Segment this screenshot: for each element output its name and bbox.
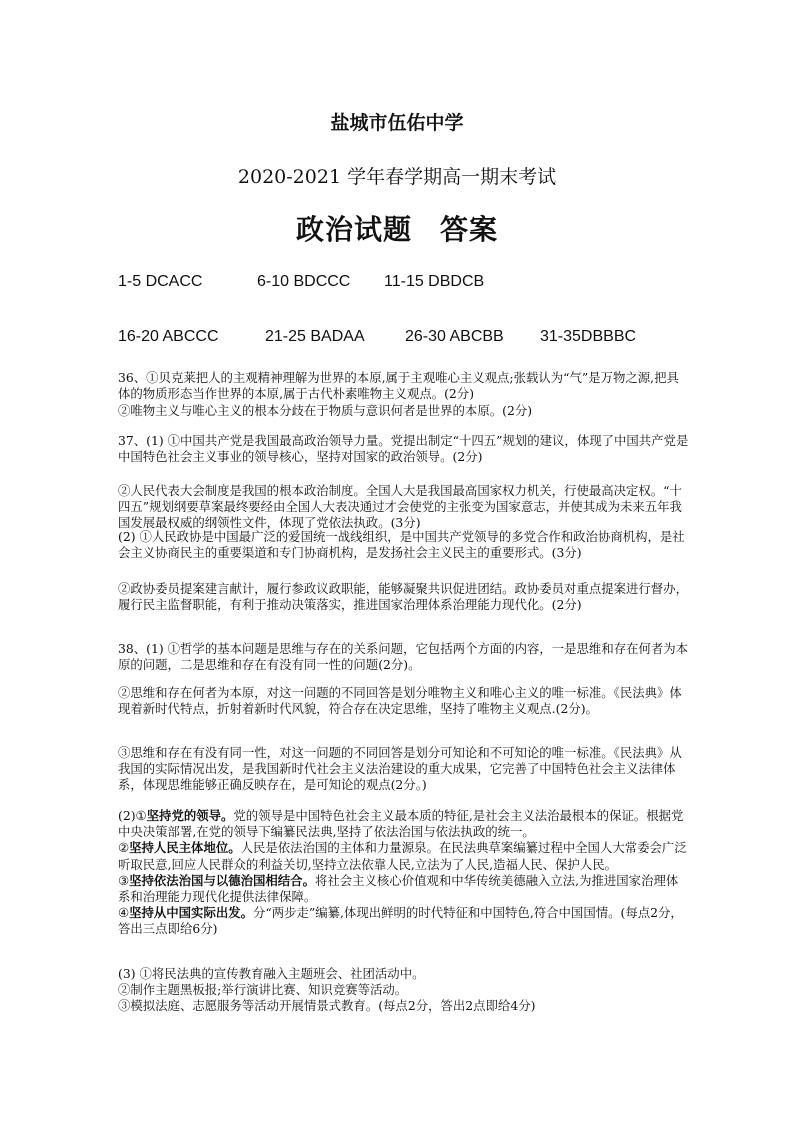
q38-part3-point-1: (3) ①将民法典的宣传教育融入主题班会、社团活动中。 [118, 966, 425, 981]
choice-answer-31-35: 31-35DBBBC [540, 328, 637, 345]
choice-answer-21-25: 21-25 BADAA [265, 328, 365, 345]
school-name: 盐城市伍佑中学 [330, 112, 464, 134]
choice-answer-1-5: 1-5 DCACC [118, 273, 203, 290]
choice-answer-11-15: 11-15 DBDCB [384, 273, 485, 290]
q37-answer-2: ②人民代表大会制度是我国的根本政治制度。全国人大是我国最高国家权力机关，行使最高决定权。“十四五”规划纲要草案最终要经由全国人大表决通过才会使党的主张变为国家意志，并使其成为未来五年我国发展最权威的纲领性文件，体现了党依法执政。(3分) [118, 483, 682, 531]
q36-answer-2: ②唯物主义与唯心主义的根本分歧在于物质与意识何者是世界的本原。(2分) [118, 403, 533, 418]
q38-part3 [118, 966, 690, 1015]
q36-answer-1: 36、①贝克莱把人的主观精神理解为世界的本原,属于主观唯心主义观点;张载认为“气”是万物之源,把具体的物质形态当作世界的本原,属于古代朴素唯物主义观点。(2分) [118, 370, 679, 402]
q38-part2-point-2: ②坚持人民主体地位。人民是依法治国的主体和力量源泉。在民法典草案编纂过程中全国人大常委会广泛听取民意,回应人民群众的利益关切,坚持立法依靠人民,立法为了人民,造福人民、保护人民。 [118, 840, 687, 872]
q38-answer-3: ③思维和存在有没有同一性，对这一问题的不同回答是划分可知论和不可知论的唯一标准。《民法典》从我国的实际情况出发，是我国新时代社会主义法治建设的重大成果，它完善了中国特色社会主义法律体系，体现思维能够正确反映存在，是可知论的观点(2分。) [118, 745, 682, 793]
q37-answer-4: ②政协委员提案建言献计，履行参政议政职能，能够凝聚共识促进团结。政协委员对重点提案进行督办，履行民主监督职能，有利于推动决策落实，推进国家治理体系治理能力现代化。(2分) [118, 581, 688, 613]
choice-answer-6-10: 6-10 BDCCC [257, 273, 351, 290]
choice-answer-16-20: 16-20 ABCCC [118, 328, 219, 345]
choice-answer-26-30: 26-30 ABCBB [405, 328, 504, 345]
q37-answer-3: (2) ①人民政协是中国最广泛的爱国统一战线组织，是中国共产党领导的多党合作和政治协商机构，是社会主义协商民主的重要渠道和专门协商机构，是发扬社会主义民主的重要形式。(3分) [118, 529, 685, 561]
q38-answer-2: ②思维和存在何者为本原，对这一问题的不同回答是划分唯物主义和唯心主义的唯一标准。《民法典》体现着新时代特点，折射着新时代风貌，符合存在决定思维，坚持了唯物主义观点.(2分)。 [118, 685, 682, 717]
q37-answer-1: 37、(1) ①中国共产党是我国最高政治领导力量。党提出制定“十四五”规划的建议，体现了中国共产党是中国特色社会主义事业的领导核心，坚持对国家的政治领导。(2分) [118, 433, 689, 465]
q38-part2-point-4: ④坚持从中国实际出发。分“两步走”编纂,体现出鲜明的时代特征和中国特色,符合中国国情。(每点2分，答出三点即给6分) [118, 905, 683, 937]
title-main: 政治试题 [295, 213, 412, 246]
exam-name: 2020-2021 学年春学期高一期末考试 [237, 166, 557, 188]
q38-part3-point-3: ③模拟法庭、志愿服务等活动开展情景式教育。(每点2分，答出2点即给4分) [118, 998, 536, 1014]
title-sub: 答案 [440, 213, 499, 246]
q38-part3-point-2: ②制作主题黑板报;举行演讲比赛、知识竞赛等活动。 [118, 982, 408, 998]
page-title [0, 208, 794, 248]
q38-part2 [118, 808, 690, 938]
q38-part2-point-1: (2)①坚持党的领导。党的领导是中国特色社会主义最本质的特征,是社会主义法治最根本的保证。根据党中央决策部署,在党的领导下编纂民法典,坚持了依法治国与依法执政的统一。 [118, 808, 684, 840]
q38-answer-1: 38、(1) ①哲学的基本问题是思维与存在的关系问题，它包括两个方面的内容，一是思维和存在何者为本原的问题，二是思维和存在有没有同一性的问题(2分)。 [118, 641, 689, 673]
q38-part2-point-3: ③坚持依法治国与以德治国相结合。将社会主义核心价值观和中华传统美德融入立法,为推进国家治理体系和治理能力现代化提供法律保障。 [118, 872, 679, 905]
